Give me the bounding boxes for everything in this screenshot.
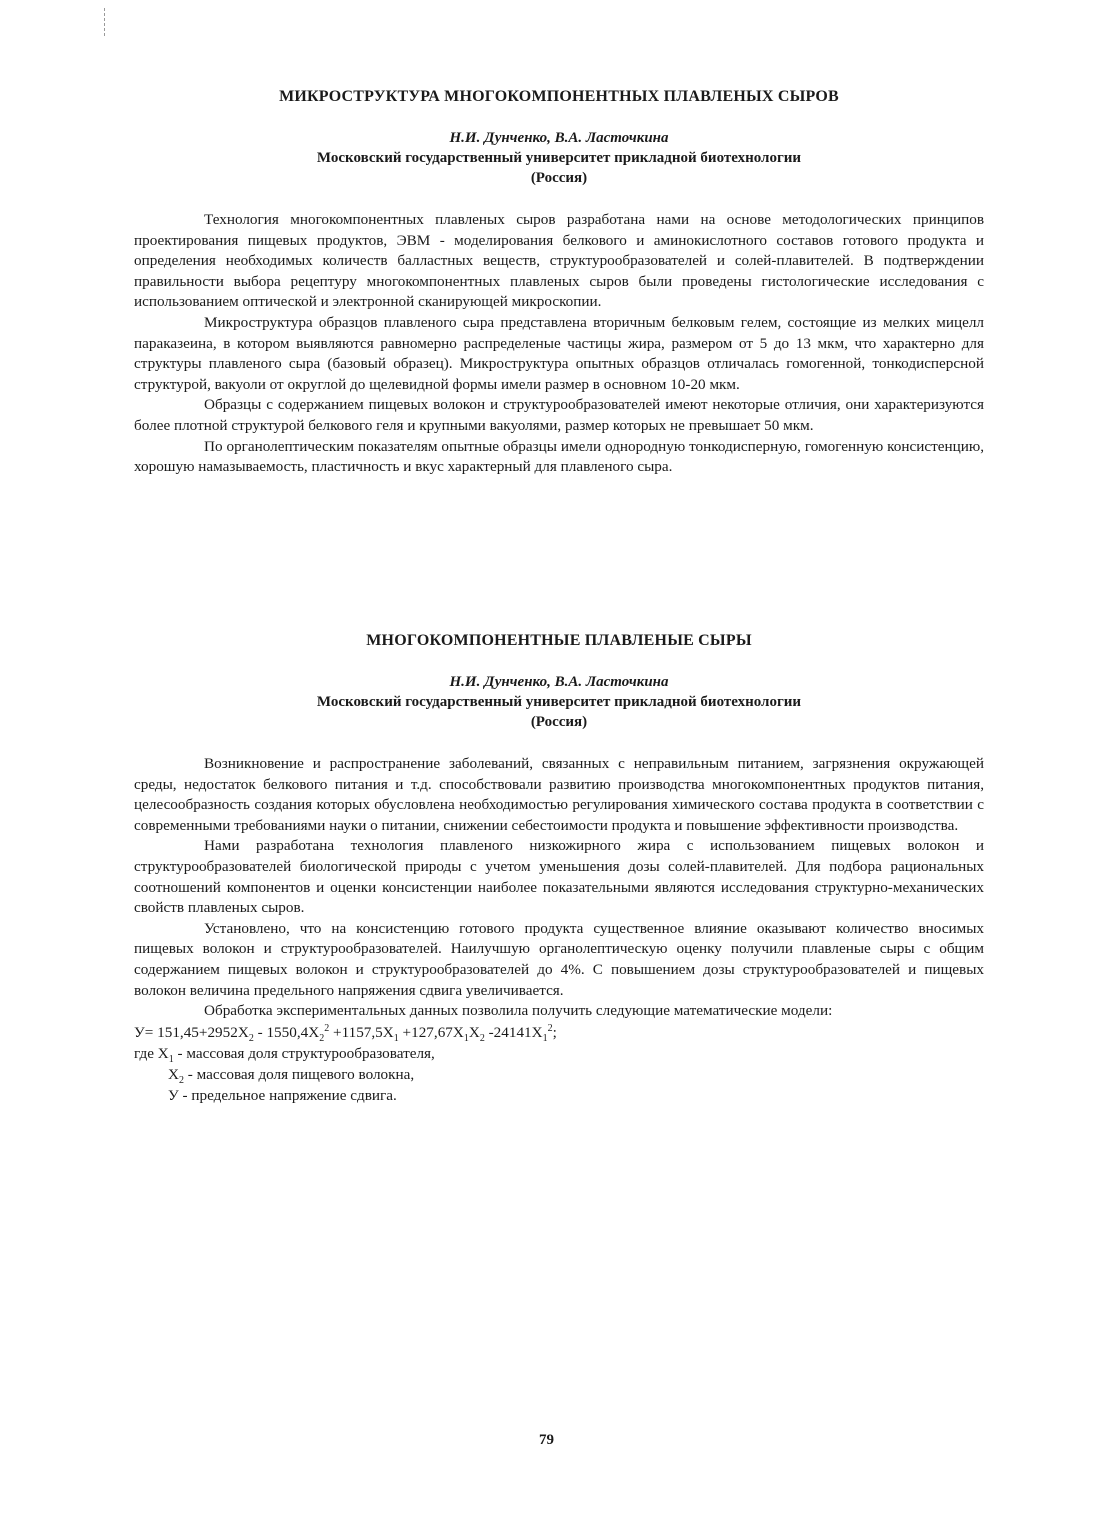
authors: Н.И. Дунченко, В.А. Ласточкина — [449, 130, 669, 146]
affiliation: Московский государственный университет прикладной биотехнологии — [316, 694, 802, 710]
article-body — [134, 210, 984, 478]
page-number: 79 — [539, 1432, 554, 1448]
paragraph: Нами разработана технология плавленого низкожирного жира с использованием пищевых волокон и структурообразователей биологической природы с учетом уменьшения дозы солей-плавителей. Для подбора рациональных соотношений компонентов и оценки консистенции наиболее показательными являются исследования структурно-механических свойств плавленых сыров. — [134, 837, 984, 917]
paragraph: Обработка экспериментальных данных позволила получить следующие математические модели: — [204, 1002, 833, 1020]
article-microstructure — [134, 86, 984, 478]
article-title: МИКРОСТРУКТУРА МНОГОКОМПОНЕНТНЫХ ПЛАВЛЕНЫХ СЫРОВ — [279, 88, 839, 105]
country: (Россия) — [530, 170, 588, 186]
byline — [134, 128, 984, 188]
variable-definition: У - предельное напряжение сдвига. — [168, 1086, 397, 1104]
affiliation: Московский государственный университет прикладной биотехнологии — [316, 150, 802, 166]
variable-definition: $X_2$ - массовая доля пищевого волокна, — [168, 1065, 415, 1086]
authors: Н.И. Дунченко, В.А. Ласточкина — [449, 674, 669, 690]
paragraph: Микроструктура образцов плавленого сыра представлена вторичным белковым гелем, состоящие из мелких мицелл параказеина, в котором выявляются равномерно распределеные частицы жира, размером от 5 до 13 мкм, что характерно для структуры плавленого сыра (базовый образец). Микроструктура опытных образцов отличалась гомогенной, тонкодисперсной структурой, вакуоли от округлой до щелевидной формы имели размер в основном 10-20 мкм. — [134, 313, 984, 393]
paragraph: Технология многокомпонентных плавленых сыров разработана нами на основе методологических принципов проектирования пищевых продуктов, ЭВМ - моделирования белкового и аминокислотного составов готового продукта и определения необходимых количеств балластных веществ, структурообразователей и солей-плавителей. В подтверждении правильности выбора рецептуру многокомпонентных плавленых сыров были проведены гистологические исследования с использованием оптической и электронной сканирующей микроскопии. — [134, 211, 984, 311]
paragraph: Образцы с содержанием пищевых волокон и структурообразователей имеют некоторые отличия, они характеризуются более плотной структурой белкового геля и крупными вакуолями, размер которых не превышает 50 мкм. — [134, 396, 984, 434]
article-body — [134, 754, 984, 1106]
paragraph: Установлено, что на консистенцию готового продукта существенное влияние оказывают количество вносимых пищевых волокон и структурообразователей. Наилучшую органолептическую оценку получили плавленые сыры с общим содержанием пищевых волокон и структурообразователей до 4%. С повышением дозы структурообразователей и пищевых волокон величина предельного напряжения сдвига увеличивается. — [134, 919, 984, 999]
byline — [134, 672, 984, 732]
paragraph: Возникновение и распространение заболеваний, связанных с неправильным питанием, загрязнения окружающей среды, недостаток белкового питания и т.д. способствовали развитию производства многокомпонентных продуктов питания, целесообразность создания которых обусловлена необходимостью регулирования химического состава продукта в соответствии с современными требованиями науки о питании, снижении себестоимости продукта и повышение эффективности производства. — [134, 755, 984, 834]
variable-definition: где $X_1$ - массовая доля структурообразователя, — [134, 1044, 435, 1065]
equation: $У= 151,45+2952X_2 - 1550,4X_2^2 +1157,5X_1 +127,67X_1X_2$ $-24141X_1^2$; — [134, 1022, 557, 1044]
regression-model — [134, 1022, 984, 1106]
scan-artifact — [104, 8, 106, 36]
article-title: МНОГОКОМПОНЕНТНЫЕ ПЛАВЛЕНЫЕ СЫРЫ — [366, 632, 752, 649]
article-multicomponent-cheese — [134, 630, 984, 1106]
country: (Россия) — [530, 714, 588, 730]
paragraph: По органолептическим показателям опытные образцы имели однородную тонкодисперную, гомогенную консистенцию, хорошую намазываемость, пластичность и вкус характерный для плавленого сыра. — [134, 437, 984, 476]
